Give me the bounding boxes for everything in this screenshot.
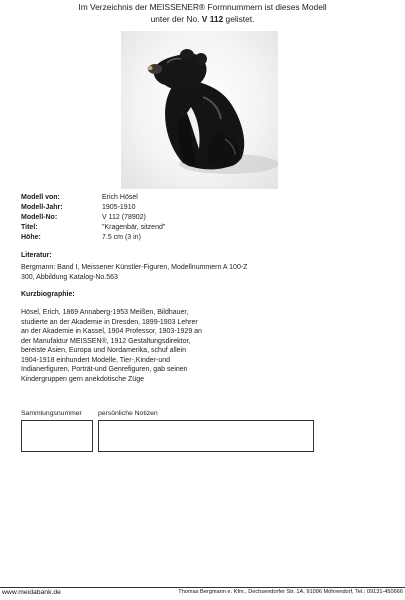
- detail-label: Höhe:: [21, 234, 41, 241]
- detail-row-model-year: [21, 203, 165, 213]
- detail-value: 1905-1910: [102, 204, 136, 211]
- detail-value: 7.5 cm (3 in): [102, 234, 141, 241]
- personal-notes-field[interactable]: [98, 420, 314, 452]
- detail-row-model-no: [21, 213, 165, 223]
- detail-label: Modell-Jahr:: [21, 204, 63, 211]
- header-line-2-prefix: unter der No.: [150, 14, 200, 24]
- bear-figurine-photo: [121, 31, 278, 189]
- bear-figurine-image: [121, 31, 278, 189]
- header-line-2: [0, 13, 405, 25]
- footer-website: www.meidabank.de: [2, 589, 61, 596]
- detail-label: Titel:: [21, 224, 38, 231]
- detail-row-model-by: [21, 193, 165, 203]
- detail-value: Erich Hösel: [102, 194, 138, 201]
- detail-value: V 112 (78902): [102, 214, 146, 221]
- literature-heading: Literatur:: [21, 252, 52, 259]
- model-details: [21, 193, 165, 243]
- detail-row-title: [21, 223, 165, 233]
- detail-label: Modell von:: [21, 194, 60, 201]
- collection-number-label: Sammlungsnummer: [21, 410, 82, 417]
- biography-heading: Kurzbiographie:: [21, 291, 75, 298]
- header-model-number: V 112: [201, 14, 224, 24]
- personal-notes-label: persönliche Notizen: [98, 410, 158, 417]
- biography-text: Hösel, Erich, 1869 Annaberg-1953 Meißen, Bildhauer, studierte an der Akademie in Dresden, 1899-1903 Lehrer an der Akademie in Kassel, 1904 Professor, 1903-1929 an der Manufaktur MEISSEN®, 1912 Gestaltungsdirektor, bereiste Asien, Europa und Nordamerika, schuf allein 1904-1918 einhundert Modelle, Tier-,Kinder-und Indianerfiguren, Porträt-und Genrefiguren, gab seinen Kindergruppen gern anekdotische Züge: [21, 309, 202, 383]
- header-line-1: Im Verzeichnis der MEISSENER® Formnummern ist dieses Modell: [78, 2, 327, 12]
- literature-text: Bergmann: Band I, Meissener Künstler-Figuren, Modellnummern A 100-Z 300, Abbildung Katalog-No.563: [21, 264, 248, 281]
- collection-number-field[interactable]: [21, 420, 93, 452]
- detail-value: "Kragenbär, sitzend": [102, 224, 166, 231]
- header: [0, 1, 405, 25]
- header-line-2-suffix: gelistet.: [225, 14, 255, 24]
- footer-divider: [0, 587, 405, 588]
- detail-label: Modell-No:: [21, 214, 58, 221]
- footer-address: Thomas Bergmann e. Kfm., Dechsendorfer Str. 1A, 91096 Möhrendorf, Tel.: 09131-450666: [178, 589, 403, 595]
- detail-row-height: [21, 233, 165, 243]
